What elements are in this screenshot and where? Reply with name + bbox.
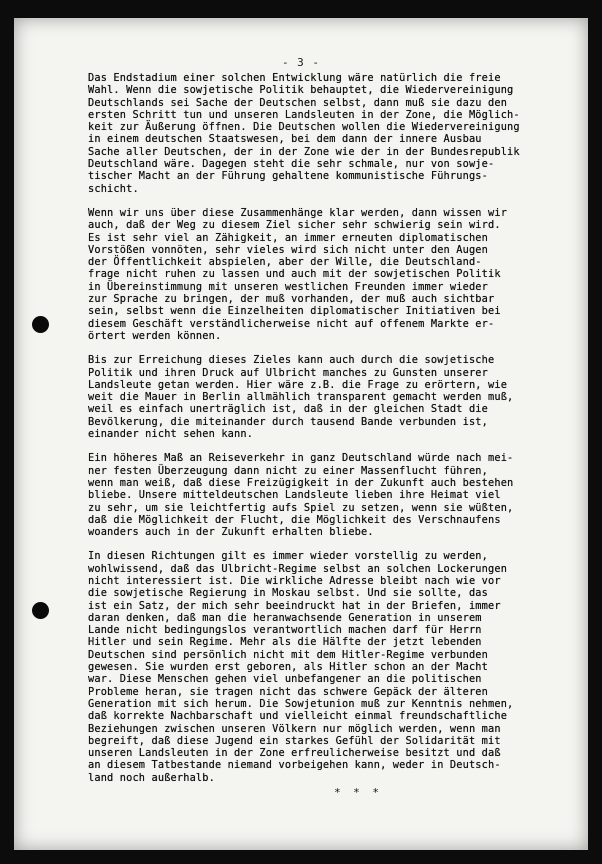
punch-hole (32, 316, 49, 333)
punch-hole (32, 602, 49, 619)
end-mark: * * * (333, 786, 383, 800)
document-page (14, 18, 588, 850)
paragraph-3: Bis zur Erreichung dieses Zieles kann auch durch die sowjetische Politik und ihren Druck auf Ulbricht manches zu Gunsten unserer Landsleute getan werden. Hier wäre z.B. die Frage zu erörtern, wie weit die Mauer in Berlin allmählich transparent gemacht werden muß, weil es einfach unerträglich ist, daß in der gleichen Stadt die Bevölkerung, die miteinander durch tausend Bande verbunden ist, einander nicht sehen kann. (88, 354, 514, 441)
body-text (88, 72, 588, 799)
paragraph-2: Wenn wir uns über diese Zusammenhänge klar werden, dann wissen wir auch, daß der Weg zu diesem Ziel sicher sehr schwierig sein wird. Es ist sehr viel an Zähigkeit, an immer erneuten diplomatischen Vorstößen vonnöten, sehr vieles wird sich nicht unter den Augen der Öffentlichkeit abspielen, aber der Wille, die Deutschland- frage nicht ruhen zu lassen und auch mit der sowjetischen Politik in Übereinstimmung mit unseren westlichen Freunden immer wieder zur Sprache zu bringen, der muß vorhanden, der muß auch sichtbar sein, selbst wenn die Einzelheiten diplomatischer Initiativen bei diesem Geschäft verständlicherweise nicht auf offenem Markte er- örtert werden können. (88, 206, 508, 342)
paragraph-4: Ein höheres Maß an Reiseverkehr in ganz Deutschland würde nach mei- ner festen Überzeugung dann nicht zu einer Massenflucht führen, wenn man weiß, daß diese Freizügigkeit in der Zukunft auch bestehen bliebe. Unsere mitteldeutschen Landsleute lieben ihre Heimat viel zu sehr, um sie leichtfertig aufs Spiel zu setzen, wenn sie wüßten, daß die Möglichkeit der Flucht, die Möglichkeit des Verschnaufens woanders auch in der Zukunft erhalten bliebe. (88, 452, 514, 539)
paragraph-5: In diesen Richtungen gilt es immer wieder vorstellig zu werden, wohlwissend, daß das Ulbricht-Regime selbst an solchen Lockerungen nicht interessiert ist. Die wirkliche Adresse bleibt nach wie vor die sowjetische Regierung in Moskau selbst. Und sie sollte, das ist ein Satz, der mich sehr beeindruckt hat in der Briefen, immer daran denken, daß man die heranwachsende Generation in unserem Lande nicht bedingungslos verantwortlich machen darf für Herrn Hitler und sein Regime. Mehr als die Hälfte der jetzt lebenden Deutschen sind persönlich nicht mit dem Hitler-Regime verbunden gewesen. Sie wurden erst geboren, als Hitler schon an der Macht war. Diese Menschen gehen viel unbefangener an die politischen Probleme heran, sie tragen nicht das schwere Gepäck der älteren Generation mit sich herum. Die Sowjetunion muß zur Kenntnis nehmen, daß korrekte Nachbarschaft und vielleicht einmal freundschaftliche Beziehungen zwischen unseren Völkern nur möglich werden, wenn man begreift, daß diese Jugend ein starkes Gefühl der Solidarität mit unseren Landsleuten in der Zone erfreulicherweise besitzt und daß an diesem Tatbestande niemand vorbeigehen kann, weder in Deutsch- land noch außerhalb. (88, 550, 514, 784)
paragraph-1: Das Endstadium einer solchen Entwicklung wäre natürlich die freie Wahl. Wenn die sowjetische Politik behauptet, die Wiedervereinigung Deutschlands sei Sache der Deutschen selbst, dann muß sie dazu den ersten Schritt tun und unseren Landsleuten in der Zone, die Möglich- keit zur Äußerung öffnen. Die Deutschen wollen die Wiedervereinigung in einem deutschen Staatswesen, bei dem dann der innere Ausbau Sache aller Deutschen, der in der Zone wie der in der Bundesrepublik Deutschland wäre. Dagegen steht die sehr schmale, nur von sowje- tischer Macht an der Führung gehaltene kommunistische Führungs- schicht. (88, 72, 520, 195)
page-number: - 3 - (281, 56, 321, 69)
